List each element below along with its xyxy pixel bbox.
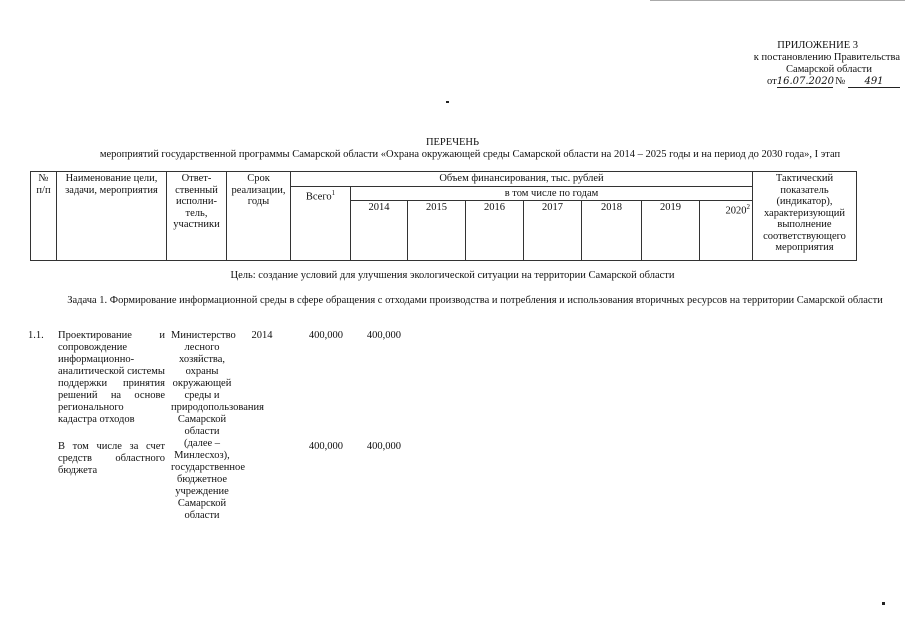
row-total: 400,000 xyxy=(308,330,343,341)
row-value-2014: 400,000 xyxy=(366,330,401,341)
speck-mark xyxy=(446,101,449,103)
goal-text: Цель: создание условий для улучшения экологической ситуации на территории Самарской области xyxy=(230,270,675,281)
header-indicator: Тактический показатель (индикатор), характеризующий выполнение соответствующего мероприятия xyxy=(753,172,857,261)
header-year-2019: 2019 xyxy=(642,201,700,261)
header-year-2018: 2018 xyxy=(582,201,642,261)
speck-mark-bottom xyxy=(882,602,885,605)
row-value-2014-regional-budget: 400,000 xyxy=(366,441,401,452)
date-value: 16.07.2020 xyxy=(776,76,834,87)
header-term: Срок реализации, годы xyxy=(227,172,291,261)
appendix-region: Самарской области xyxy=(786,64,872,75)
appendix-resolution: к постановлению Правительства xyxy=(753,52,900,63)
header-name: Наименование цели, задачи, мероприятия xyxy=(57,172,167,261)
header-year-2020: 2020$^2$ xyxy=(700,201,753,261)
top-edge-line xyxy=(650,0,905,1)
list-subtitle: мероприятий государственной программы Самарской области «Охрана окружающей среды Самарской области на 2014 – 2025 годы и на период до 2030 года», I этап xyxy=(99,149,841,160)
task-text: Задача 1. Формирование информационной среды в сфере обращения с отходами производства и потребления и использования вторичных ресурсов на территории Самарской области xyxy=(67,295,883,306)
header-total: Всего$^1$ xyxy=(291,186,351,261)
row-activity-subline: В том числе за счет средств областного бюджета xyxy=(58,441,165,476)
number-value: 491 xyxy=(848,76,900,88)
row-total-regional-budget: 400,000 xyxy=(308,441,343,452)
appendix-title: ПРИЛОЖЕНИЕ 3 xyxy=(777,40,858,51)
header-by-years: в том числе по годам xyxy=(351,186,753,201)
header-year-2015: 2015 xyxy=(408,201,466,261)
appendix-block xyxy=(700,40,900,88)
header-year-2017: 2017 xyxy=(524,201,582,261)
header-num: № п/п xyxy=(31,172,57,261)
header-responsible: Ответ-ственный исполни-тель, участники xyxy=(167,172,227,261)
list-title: ПЕРЕЧЕНЬ xyxy=(425,137,480,148)
header-table xyxy=(30,171,857,261)
appendix-date-line xyxy=(700,76,900,88)
row-responsible: Министерство лесного хозяйства, охраны окружающей среды и природопользования Самарской области (далее – Минлесхоз), государственное бюджетное учреждение Самарской области xyxy=(171,330,264,521)
row-number: 1.1. xyxy=(28,330,44,341)
header-year-2014: 2014 xyxy=(351,201,408,261)
header-funding: Объем финансирования, тыс. рублей xyxy=(291,172,753,187)
header-year-2016: 2016 xyxy=(466,201,524,261)
number-prefix: № xyxy=(835,76,846,87)
row-activity-name: Проектирование и сопровождение информационно-аналитической системы поддержки принятия решений на основе регионального кадастра отходов xyxy=(58,330,165,425)
row-term: 2014 xyxy=(251,330,273,341)
date-prefix: от xyxy=(767,76,777,87)
